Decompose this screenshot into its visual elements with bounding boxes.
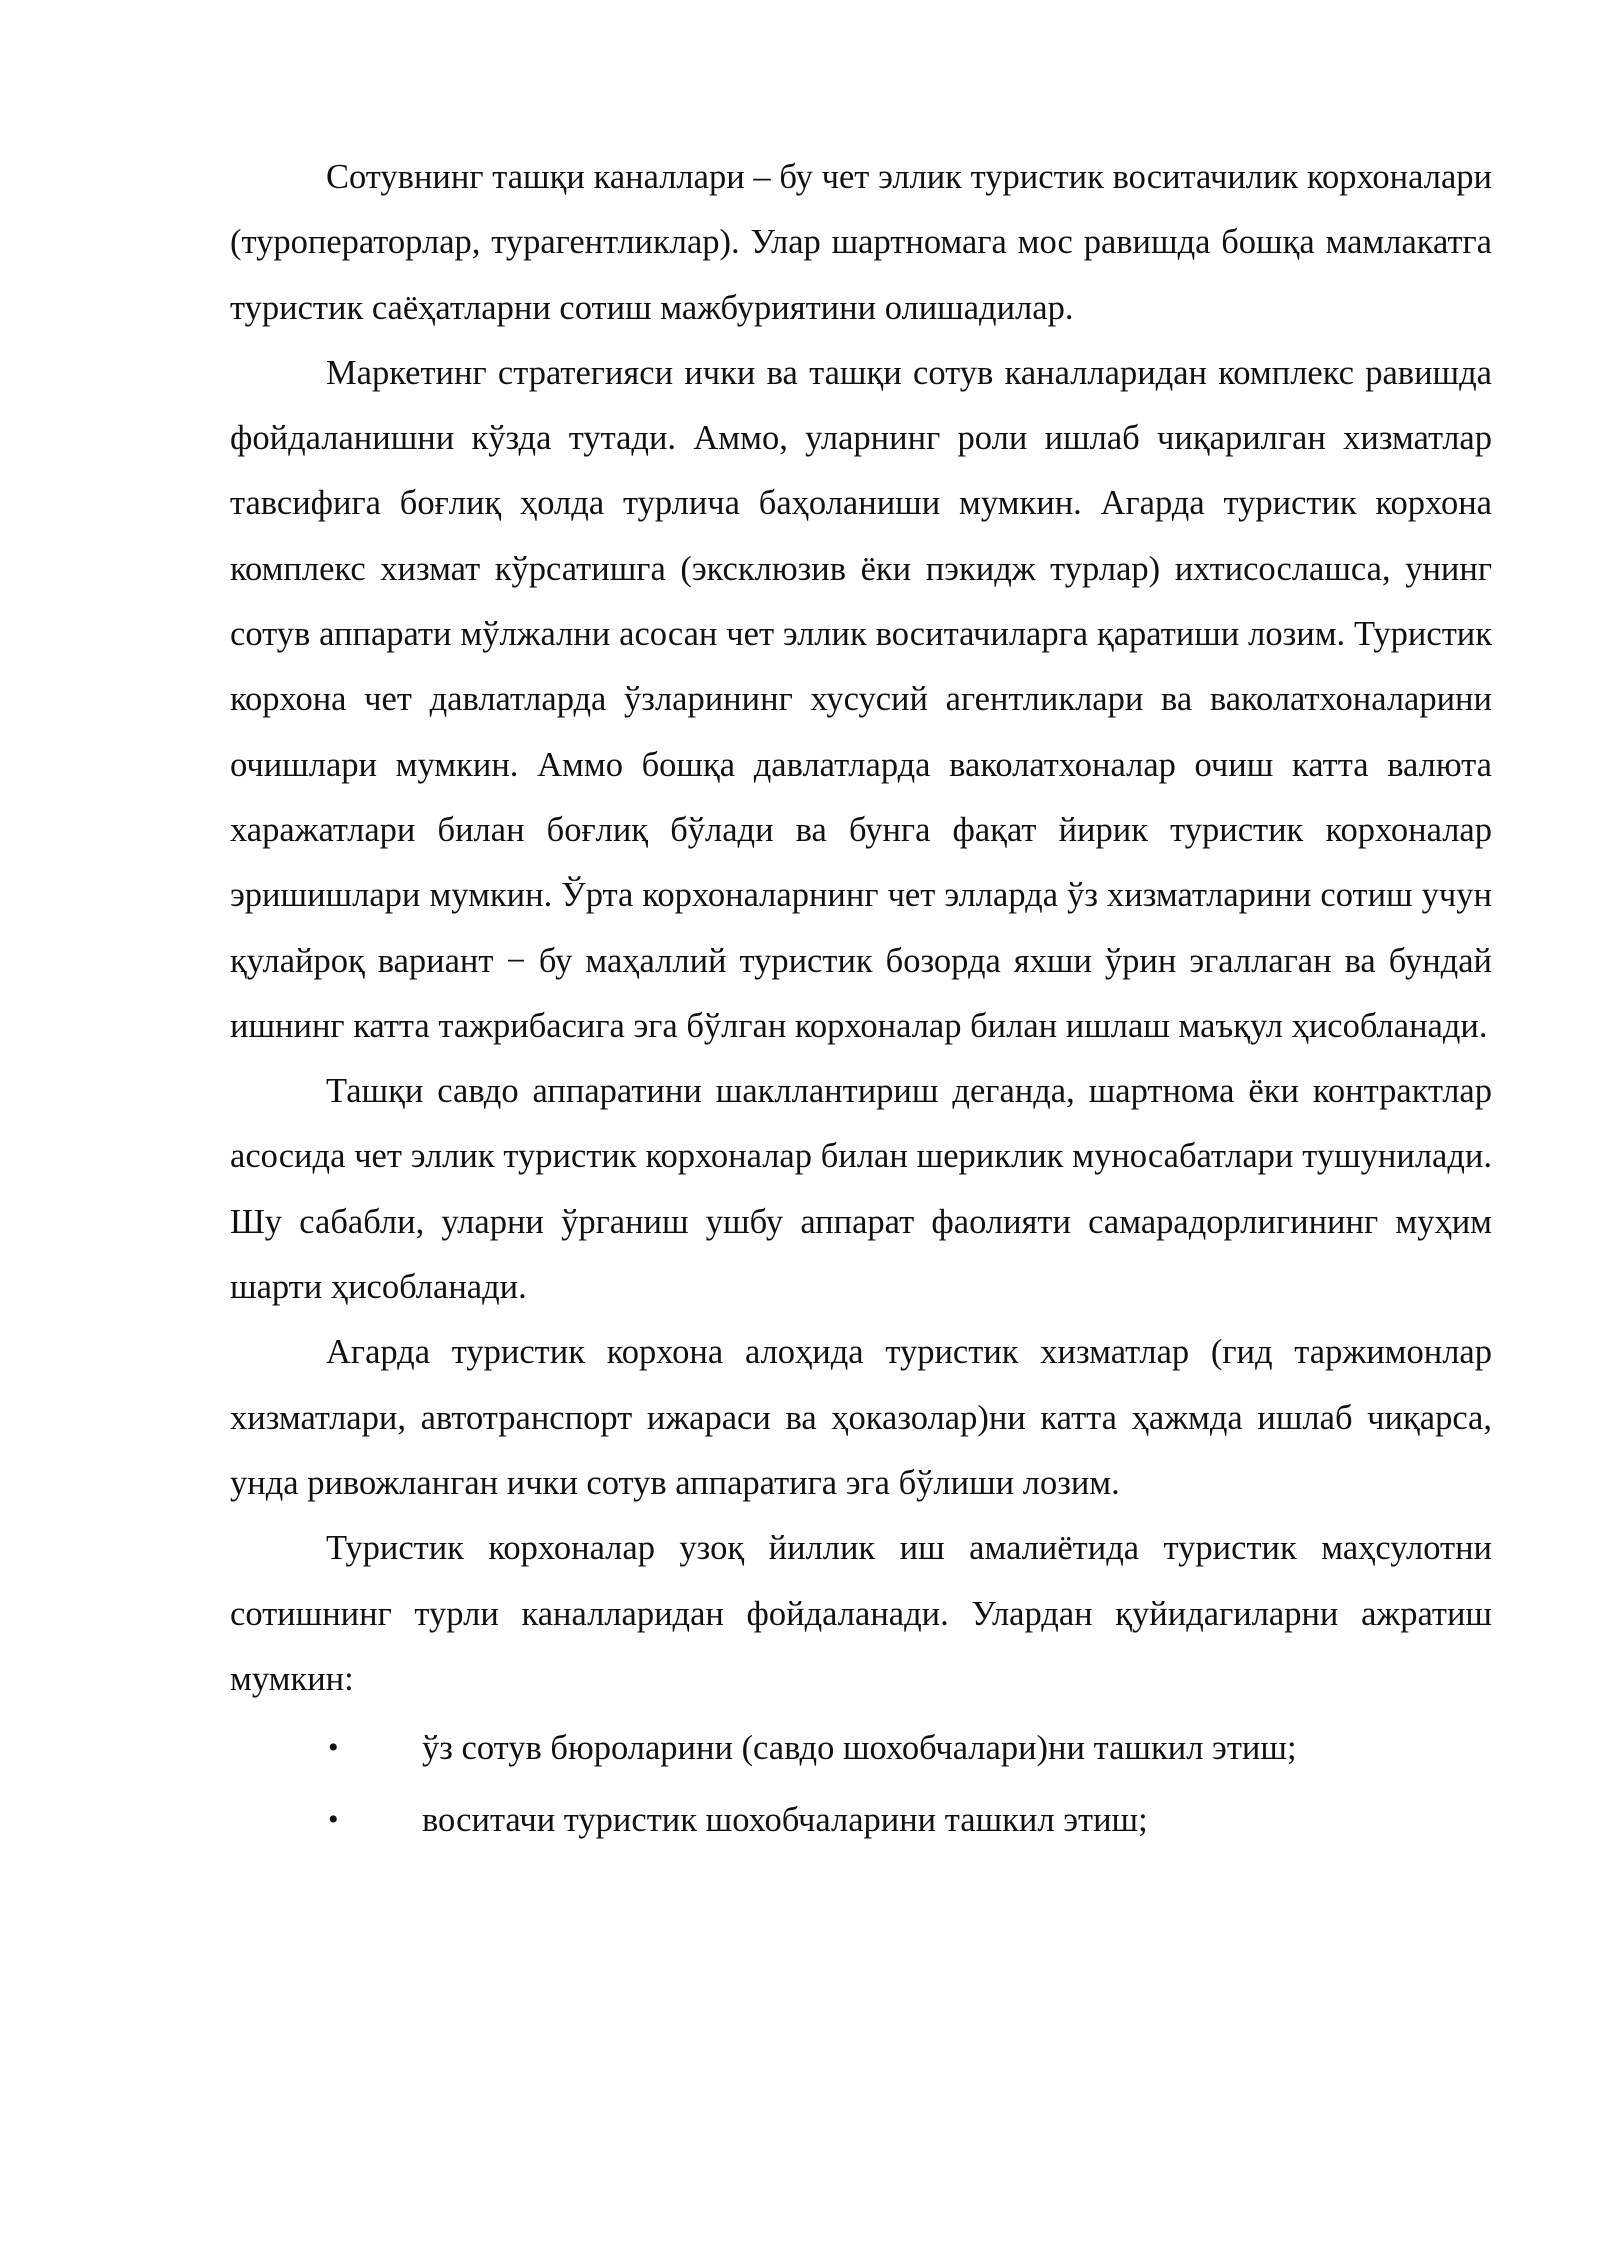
paragraph-sales-channels: Туристик корхоналар узоқ йиллик иш амалиётида туристик маҳсулотни сотишнинг турли каналларидан фойдаланади. Улардан қуйидагиларни ажратиш мумкин: [230,1529,1492,1698]
list-item [230,1712,1492,1784]
list-item [230,1784,1492,1856]
paragraph-foreign-trade-apparatus: Ташқи савдо аппаратини шакллантириш деганда, шартнома ёки контрактлар асосида чет эллик туристик корхоналар билан шериклик муносабатлари тушунилади. Шу сабабли, уларни ўрганиш ушбу аппарат фаолияти самарадорлигининг муҳим шарти ҳисобланади. [230,1072,1492,1307]
list-item-text: ўз сотув бюроларини (савдо шохобчалари)ни ташкил этиш; [422,1729,1297,1768]
paragraph-external-channels: Сотувнинг ташқи каналлари – бу чет эллик туристик воситачилик корхоналари (туроператорлар, турагентликлар). Улар шартномага мос равишда бошқа мамлакатга туристик саёҳатларни сотиш мажбуриятини олишадилар. [230,158,1492,327]
sales-channels-list [230,1712,1492,1856]
list-item-text: воситачи туристик шохобчаларини ташкил этиш; [422,1801,1148,1840]
bullet-icon: • [328,1731,339,1765]
paragraph-separate-services: Агарда туристик корхона алоҳида туристик хизматлар (гид таржимонлар хизматлари, автотранспорт ижараси ва ҳоказолар)ни катта ҳажмда ишлаб чиқарса, унда ривожланган ички сотув аппаратига эга бўлиши лозим. [230,1333,1492,1502]
document-body [230,145,1492,1856]
bullet-icon: • [328,1803,339,1837]
paragraph-marketing-strategy: Маркетинг стратегияси ички ва ташқи сотув каналларидан комплекс равишда фойдаланишни кўзда тутади. Аммо, уларнинг роли ишлаб чиқарилган хизматлар тавсифига боғлиқ ҳолда турлича баҳоланиши мумкин. Агарда туристик корхона комплекс хизмат кўрсатишга (эксклюзив ёки пэкидж турлар) ихтисослашса, унинг сотув аппарати мўлжални асосан чет эллик воситачиларга қаратиши лозим. Туристик корхона чет давлатларда ўзларининг хусусий агентликлари ва ваколатхоналарини очишлари мумкин. Аммо бошқа давлатларда ваколатхоналар очиш катта валюта харажатлари билан боғлиқ бўлади ва бунга фақат йирик туристик корхоналар эришишлари мумкин. Ўрта корхоналарнинг чет элларда ўз хизматларини сотиш учун қулайроқ вариант − бу маҳаллий туристик бозорда яхши ўрин эгаллаган ва бундай ишнинг катта тажрибасига эга бўлган корхоналар билан ишлаш маъқул ҳисобланади. [230,353,1492,1045]
